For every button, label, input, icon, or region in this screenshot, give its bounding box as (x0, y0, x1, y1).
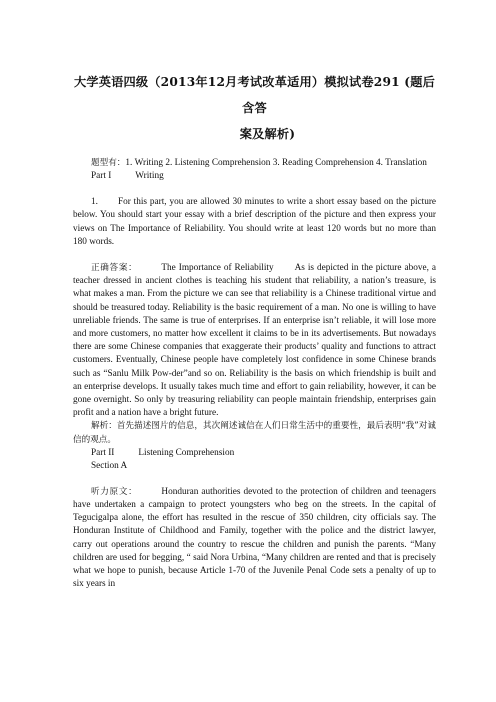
answer-essay-text: As is depicted in the picture above, a teacher dressed in ancient clothes is teaching his student that reliability, a nation’s treasure, is what makes a man. From the picture we can see that reliability is a Chinese traditional virtue and should be treasured today. Reliability is the basic requirement of a man. No one is willing to have unreliable friends. The same is true of enterprises. If an enterprise isn’t reliable, it will lose more and more customers, no matter how excellent it claims to be in its advertisements. But nowadays there are some Chinese companies that exaggerate their products’ quality and functions to attract customers. Eventually, Chinese people have completely lost confidence in some Chinese brands such as “Sanlu Milk Pow-der”and so on. Reliability is the basis on which friendship is built and an enterprise develops. It usually takes much time and effort to gain reliability, however, it can be gone overnight. So only by treasuring reliability can people maintain friendship, enterprises gain profit and a nation have a bright future. (73, 263, 436, 419)
question-types-text: 1. Writing 2. Listening Comprehension 3. Reading Comprehension 4. Translation (125, 158, 427, 168)
transcript-block (73, 486, 436, 592)
title-line-1: 大学英语四级（2013年12月考试改革适用）模拟试卷291 (题后含答 (73, 75, 436, 115)
part-2-heading (73, 447, 436, 460)
section-a-label: Section A (91, 460, 128, 471)
question-1-number: 1. (91, 197, 98, 208)
document-title (73, 69, 436, 147)
section-a-heading (73, 460, 436, 473)
question-types (73, 157, 436, 170)
answer-essay-title: The Importance of Reliability (161, 263, 274, 274)
answer-block (73, 262, 436, 420)
analysis-block (73, 420, 436, 446)
part-2-title: Listening Comprehension (138, 447, 235, 458)
question-1 (73, 196, 436, 249)
answer-label: 正确答案： (91, 263, 138, 274)
part-1-heading (73, 170, 436, 183)
part-1-label: Part I (91, 171, 112, 182)
transcript-text: Honduran authorities devoted to the protection of children and teenagers have undertaken a campaign to protect youngsters who beg on the streets. In the capital of Tegucigalpa alone, the effort has resulted in the rescue of 350 children, city officials say. The Honduran Institute of Childhood and Family, together with the police and the district lawyer, carry out operations around the country to rescue the children and punish the parents. “Many children are used for begging, “ said Nora Urbina, “Many children are rented and that is precisely what we hope to punish, because Article 1-70 of the Juvenile Penal Code sets a penalty of up to six years in (73, 486, 436, 590)
transcript-label: 听力原文： (91, 486, 138, 497)
analysis-text: 首先描述图片的信息，其次阐述诚信在人们日常生活中的重要性，最后表明“我”对诚信的观点。 (73, 421, 436, 445)
part-2-label: Part II (91, 447, 115, 458)
question-1-text: For this part, you are allowed 30 minutes to write a short essay based on the picture below. You should start your essay with a brief description of the picture and then express your views on The Importance of Reliability. You should write at least 120 words but no more than 180 words. (73, 197, 436, 247)
title-line-2: 案及解析) (239, 127, 296, 141)
part-1-title: Writing (135, 171, 164, 182)
analysis-label: 解析： (91, 421, 117, 432)
question-types-label: 题型有： (91, 158, 126, 168)
